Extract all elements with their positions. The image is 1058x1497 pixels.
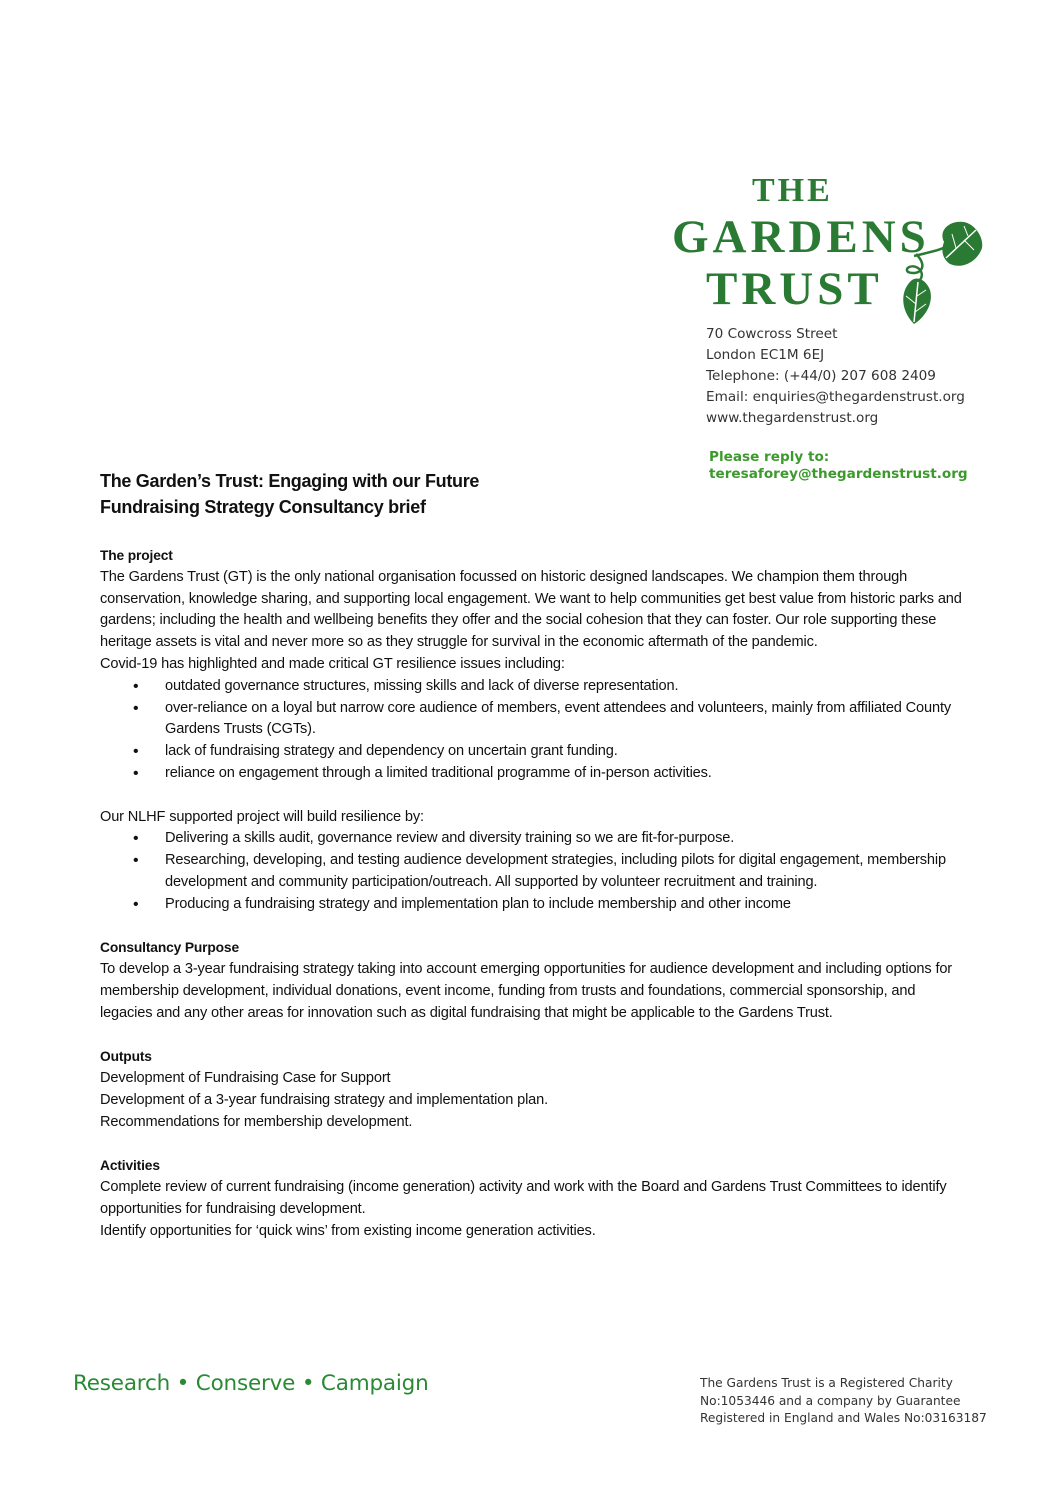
list-item: • reliance on engagement through a limited traditional programme of in-person activities. <box>100 763 970 785</box>
purpose-heading: Consultancy Purpose <box>100 940 239 956</box>
title-line-2: Fundraising Strategy Consultancy brief <box>100 497 426 517</box>
list-item: • over-reliance on a loyal but narrow core audience of members, event attendees and volunteers, mainly from affiliated County Gardens Trusts (CGTs). <box>100 698 970 742</box>
logo-line-gardens: GARDENS <box>672 211 930 263</box>
issues-list <box>100 676 970 785</box>
address-city: London EC1M 6EJ <box>706 347 825 363</box>
reply-email[interactable]: teresaforey@thegardenstrust.org <box>709 466 968 482</box>
document-title <box>100 468 479 520</box>
project-heading: The project <box>100 548 173 563</box>
outputs-heading: Outputs <box>100 1049 152 1065</box>
list-item: • Researching, developing, and testing audience development strategies, including pilots for digital engagement, membership development and community participation/outreach. All supported by volunteer recruitment and training. <box>100 850 970 894</box>
list-item: • lack of fundraising strategy and dependency on uncertain grant funding. <box>100 741 970 763</box>
resilience-list <box>100 828 970 915</box>
charity-info <box>700 1375 987 1428</box>
purpose-paragraph: To develop a 3-year fundraising strategy taking into account emerging opportunities for audience development and including options for membership development, individual donations, event income, funding from trusts and foundations, commercial sponsorship, and legacies and any other areas for innovation such as digital fundraising that might be applicable to the Gardens Trust. <box>100 961 953 1021</box>
logo-line-the: THE <box>752 172 833 209</box>
gardens-trust-logo <box>668 172 988 332</box>
project-paragraph: The Gardens Trust (GT) is the only national organisation focussed on historic designed landscapes. We champion them through conservation, knowledge sharing, and supporting local engagement. We want to help communities get best value from historic parks and gardens; including the health and wellbeing benefits they offer and the social cohesion that they can foster. Our role supporting these heritage assets is vital and never more so as they struggle for survival in the economic aftermath of the pandemic. <box>100 568 962 651</box>
logo-line-trust: TRUST <box>706 263 883 315</box>
charity-line: Registered in England and Wales No:03163187 <box>700 1411 987 1425</box>
list-item: • Producing a fundraising strategy and implementation plan to include membership and other income <box>100 894 970 916</box>
list-item: • Delivering a skills audit, governance review and diversity training so we are fit-for-purpose. <box>100 828 970 850</box>
activity-line: Identify opportunities for ‘quick wins’ from existing income generation activities. <box>100 1222 596 1239</box>
address-email[interactable]: Email: enquiries@thegardenstrust.org <box>706 389 965 405</box>
charity-line: No:1053446 and a company by Guarantee <box>700 1393 961 1408</box>
document-body <box>100 545 970 1243</box>
address-telephone: Telephone: (+44/0) 207 608 2409 <box>706 368 936 384</box>
nlhf-intro: Our NLHF supported project will build resilience by: <box>100 808 424 825</box>
charity-line: The Gardens Trust is a Registered Charity <box>700 1376 953 1390</box>
covid-intro: Covid-19 has highlighted and made critical GT resilience issues including: <box>100 655 565 672</box>
output-line: Development of Fundraising Case for Support <box>100 1070 391 1087</box>
footer-tagline: Research • Conserve • Campaign <box>73 1371 429 1396</box>
address-street: 70 Cowcross Street <box>706 326 838 342</box>
output-line: Development of a 3-year fundraising strategy and implementation plan. <box>100 1091 548 1108</box>
activity-line: Complete review of current fundraising (income generation) activity and work with the Board and Gardens Trust Committees to identify opportunities for fundraising development. <box>100 1179 947 1217</box>
address-block <box>706 324 965 429</box>
reply-label: Please reply to: <box>709 449 830 465</box>
output-line: Recommendations for membership development. <box>100 1113 413 1130</box>
address-website[interactable]: www.thegardenstrust.org <box>706 410 879 426</box>
title-line-1: The Garden’s Trust: Engaging with our Future <box>100 471 480 491</box>
reply-block <box>709 449 968 483</box>
list-item: • outdated governance structures, missing skills and lack of diverse representation. <box>100 676 970 698</box>
activities-heading: Activities <box>100 1158 160 1174</box>
